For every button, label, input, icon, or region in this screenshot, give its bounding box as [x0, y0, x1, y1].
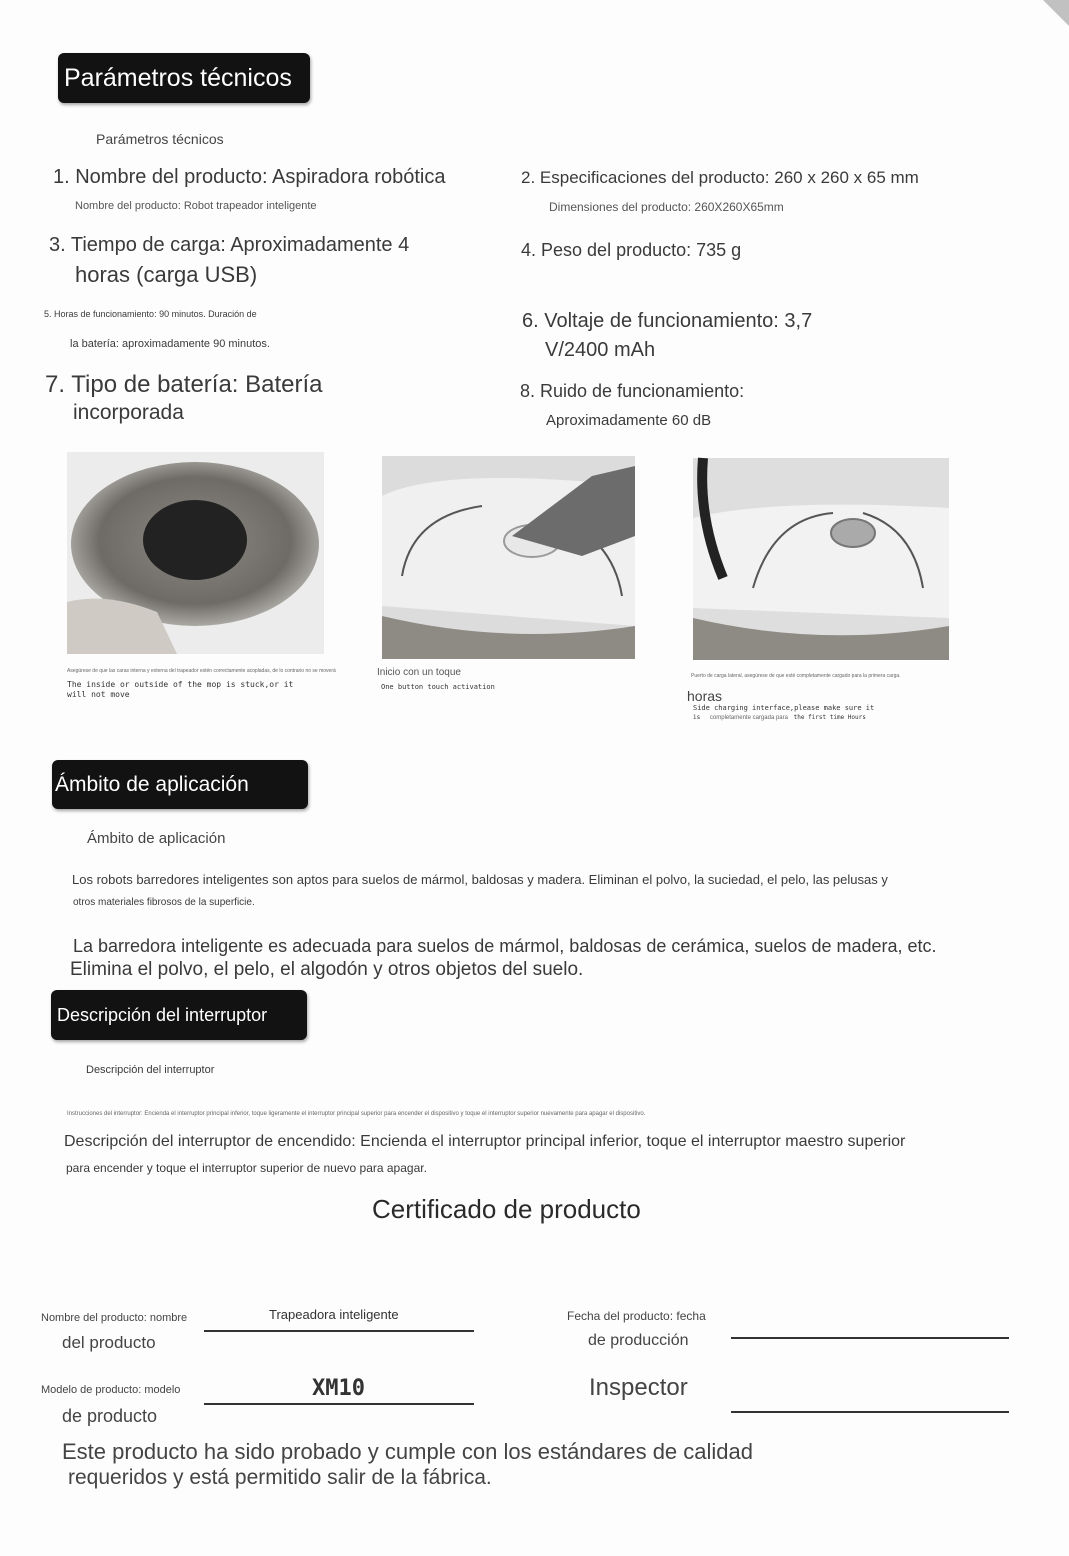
cert-name-value: Trapeadora inteligente: [269, 1307, 399, 1322]
cert-name-label-large: del producto: [62, 1333, 156, 1352]
param-item-1-note: Nombre del producto: Robot trapeador inteligente: [75, 200, 317, 212]
switch-description-line1: Descripción del interruptor de encendido: Encienda el interruptor principal inferior, toque el interruptor maestro superior: [64, 1133, 906, 1150]
photo-touch-button: [382, 456, 635, 659]
param-item-1-title: 1. Nombre del producto: Aspiradora robótica: [53, 166, 446, 188]
certificate-title: Certificado de producto: [372, 1194, 641, 1224]
param-item-2-note: Dimensiones del producto: 260X260X65mm: [549, 200, 784, 214]
section-header-technical-parameters: [58, 53, 310, 103]
cert-model-label-large: de producto: [62, 1406, 158, 1426]
switch-description-line2: para encender y toque el interruptor superior de nuevo para apagar.: [66, 1161, 427, 1175]
scope-paragraph-1-line2: otros materiales fibrosos de la superficie.: [73, 897, 255, 908]
cert-statement-line2: requeridos y está permitido salir de la fábrica.: [68, 1466, 492, 1489]
photo-charging-port-caption-en1: Side charging interface,please make sure it: [693, 704, 875, 712]
cert-model-underline: [204, 1403, 474, 1405]
param-item-4-title: 4. Peso del producto: 735 g: [521, 240, 742, 260]
cert-model-value: XM10: [312, 1376, 365, 1401]
param-item-2-title: 2. Especificaciones del producto: 260 x 260 x 65 mm: [521, 168, 919, 187]
param-item-6-line2: V/2400 mAh: [545, 339, 656, 361]
photo-mop-pad-caption-en-text: The inside or outside of the mop is stuck,or it will not move: [67, 680, 294, 699]
photo-charging-port-caption-es2: completamente cargada para: [709, 715, 788, 721]
photo-charging-port-caption-en2a: is: [693, 714, 701, 721]
photo-mop-pad-caption-es: Asegúrese de que las caras interna y externa del trapeador estén correctamente acopladas, de lo contrario no se moverá: [67, 668, 336, 674]
section-header-switch: [51, 990, 307, 1040]
scope-paragraph-2-line1: La barredora inteligente es adecuada para suelos de mármol, baldosas de cerámica, suelos de madera, etc.: [73, 936, 937, 956]
param-item-6-line1: 6. Voltaje de funcionamiento: 3,7: [522, 310, 813, 332]
cert-inspector-underline: [731, 1411, 1009, 1413]
cert-date-label-small: Fecha del producto: fecha: [567, 1309, 706, 1323]
param-item-8-line1: 8. Ruido de funcionamiento:: [520, 381, 745, 401]
section-header-label: Parámetros técnicos: [64, 63, 292, 92]
section-header-scope: [52, 760, 308, 809]
cert-statement-line1: Este producto ha sido probado y cumple con los estándares de calidad: [62, 1439, 753, 1464]
cert-date-underline: [731, 1337, 1009, 1339]
photo-charging-port-caption-horas: horas: [687, 688, 723, 704]
section-header-label: Ámbito de aplicación: [55, 772, 249, 796]
page-corner-fold: [1043, 0, 1069, 26]
photo-charging-port: [693, 458, 949, 660]
scope-paragraph-2-line2: Elimina el polvo, el pelo, el algodón y otros objetos del suelo.: [70, 959, 584, 980]
param-item-8-line2: Aproximadamente 60 dB: [546, 412, 712, 429]
section-header-label: Descripción del interruptor: [57, 1004, 268, 1025]
param-item-7-line2: incorporada: [73, 401, 184, 424]
photo-charging-port-caption-line2: [693, 714, 866, 721]
cert-inspector-label: Inspector: [589, 1374, 688, 1401]
photo-mop-pad-caption-en: [67, 680, 317, 700]
scope-subheader: Ámbito de aplicación: [87, 830, 226, 847]
technical-parameters-subheader: Parámetros técnicos: [96, 131, 224, 147]
photo-touch-button-caption-en: One button touch activation: [381, 683, 495, 691]
photo-mop-pad: [67, 452, 324, 654]
cert-name-underline: [204, 1330, 474, 1332]
cert-model-label-small: Modelo de producto: modelo: [41, 1384, 181, 1396]
photo-charging-port-caption-en2b: the first time Hours: [793, 714, 866, 721]
param-item-3-line1: 3. Tiempo de carga: Aproximadamente 4: [49, 234, 410, 256]
cert-name-label-small: Nombre del producto: nombre: [41, 1312, 188, 1324]
switch-small-instructions: Instrucciones del interruptor: Encienda el interruptor principal inferior, toque ligeramente el interruptor principal superior para encender el dispositivo y toque el interruptor superior nuevamente para apagar el dispositivo.: [67, 1111, 646, 1117]
scope-paragraph-1-line1: Los robots barredores inteligentes son aptos para suelos de mármol, baldosas y madera. Eliminan el polvo, la suciedad, el pelo, las pelusas y: [72, 872, 888, 887]
param-item-5-line1: 5. Horas de funcionamiento: 90 minutos. Duración de: [44, 309, 257, 319]
param-item-3-line2: horas (carga USB): [75, 262, 258, 287]
cert-date-label-large: de producción: [588, 1332, 689, 1349]
photo-charging-port-caption-es: Puerto de carga lateral, asegúrese de que esté completamente cargado para la primera carga.: [691, 673, 901, 679]
param-item-7-line1: 7. Tipo de batería: Batería: [45, 371, 323, 398]
photo-touch-button-caption-es: Inicio con un toque: [377, 667, 461, 678]
switch-subheader: Descripción del interruptor: [86, 1064, 215, 1076]
param-item-5-line2: la batería: aproximadamente 90 minutos.: [70, 338, 270, 350]
